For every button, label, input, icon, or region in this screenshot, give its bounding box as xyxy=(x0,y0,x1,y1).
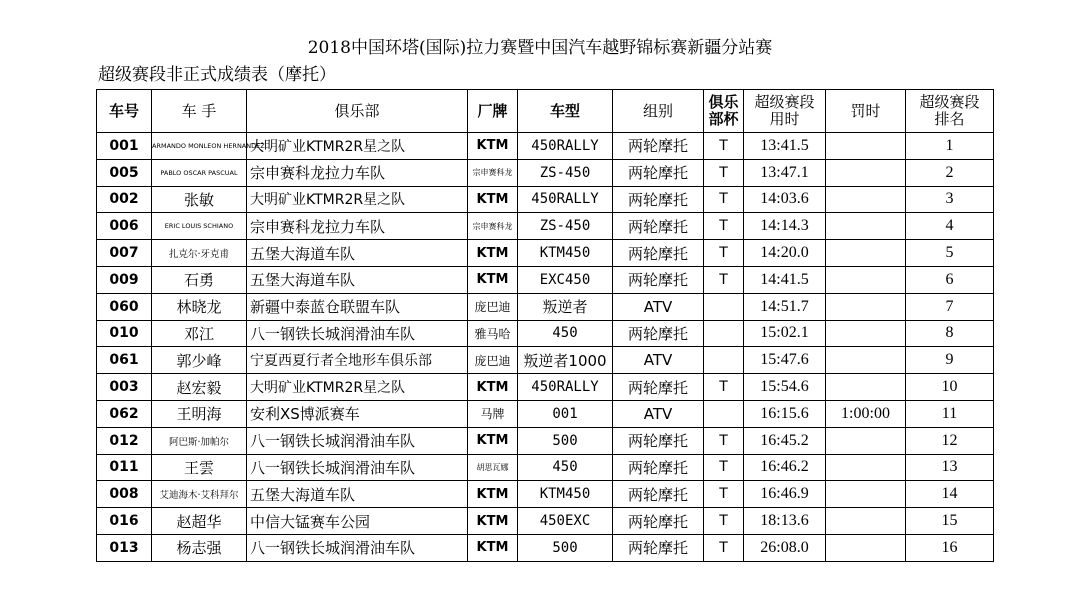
cell-cup: T xyxy=(704,186,744,213)
cell-model: 450 xyxy=(518,320,613,347)
cell-time: 15:02.1 xyxy=(744,320,826,347)
cell-rider: 艾迪海木·艾科拜尔 xyxy=(152,481,247,508)
cell-brand: KTM xyxy=(468,534,518,561)
cell-club: 八一钢铁长城润滑油车队 xyxy=(247,534,468,561)
table-row xyxy=(97,293,994,320)
cell-rider: 王明海 xyxy=(152,400,247,427)
cell-num: 062 xyxy=(97,400,152,427)
cell-rank: 15 xyxy=(906,508,994,535)
cell-cup xyxy=(704,400,744,427)
cell-cup: T xyxy=(704,213,744,240)
cell-model: 001 xyxy=(518,400,613,427)
cell-cup xyxy=(704,293,744,320)
cell-rider: 杨志强 xyxy=(152,534,247,561)
cell-cup: T xyxy=(704,159,744,186)
cell-club: 大明矿业KTMR2R星之队 xyxy=(247,374,468,401)
document-title: 2018中国环塔(国际)拉力赛暨中国汽车越野锦标赛新疆分站赛 xyxy=(307,38,773,58)
cell-model: ZS-450 xyxy=(518,159,613,186)
cell-penalty xyxy=(826,240,906,267)
cell-rider: ERIC LOUIS SCHIANO xyxy=(152,213,247,240)
cell-num: 007 xyxy=(97,240,152,267)
cell-rank: 1 xyxy=(906,133,994,160)
cell-group: 两轮摩托 xyxy=(613,454,704,481)
cell-brand: 雅马哈 xyxy=(468,320,518,347)
cell-club: 五堡大海道车队 xyxy=(247,240,468,267)
cell-rank: 6 xyxy=(906,266,994,293)
header-brand: 厂牌 xyxy=(468,90,518,133)
table-row xyxy=(97,159,994,186)
cell-num: 016 xyxy=(97,508,152,535)
cell-penalty xyxy=(826,481,906,508)
cell-rank: 5 xyxy=(906,240,994,267)
cell-brand: 宗申赛科龙 xyxy=(468,213,518,240)
cell-cup: T xyxy=(704,508,744,535)
cell-rider: 扎克尔·牙克甫 xyxy=(152,240,247,267)
cell-model: KTM450 xyxy=(518,481,613,508)
cell-cup: T xyxy=(704,240,744,267)
cell-cup: T xyxy=(704,266,744,293)
header-rider: 车 手 xyxy=(152,90,247,133)
cell-penalty xyxy=(826,320,906,347)
cell-num: 011 xyxy=(97,454,152,481)
cell-time: 14:03.6 xyxy=(744,186,826,213)
cell-num: 060 xyxy=(97,293,152,320)
header-club-cup xyxy=(704,90,744,133)
cell-club: 新疆中泰蓝仓联盟车队 xyxy=(247,293,468,320)
table-row xyxy=(97,240,994,267)
table-row xyxy=(97,266,994,293)
cell-rider: 张敏 xyxy=(152,186,247,213)
cell-brand: KTM xyxy=(468,186,518,213)
cell-num: 012 xyxy=(97,427,152,454)
cell-rider: 石勇 xyxy=(152,266,247,293)
cell-rank: 8 xyxy=(906,320,994,347)
table-row xyxy=(97,213,994,240)
cell-penalty xyxy=(826,427,906,454)
cell-rider: 林晓龙 xyxy=(152,293,247,320)
header-model: 车型 xyxy=(518,90,613,133)
cell-time: 14:51.7 xyxy=(744,293,826,320)
cell-club: 八一钢铁长城润滑油车队 xyxy=(247,320,468,347)
cell-cup: T xyxy=(704,427,744,454)
cell-rider: PABLO OSCAR PASCUAL xyxy=(152,159,247,186)
cell-rider: 阿巴斯·加帕尔 xyxy=(152,427,247,454)
document-subtitle: 超级赛段非正式成绩表（摩托） xyxy=(98,65,336,85)
cell-group: 两轮摩托 xyxy=(613,159,704,186)
cell-num: 005 xyxy=(97,159,152,186)
cell-time: 15:54.6 xyxy=(744,374,826,401)
cell-cup: T xyxy=(704,374,744,401)
cell-brand: KTM xyxy=(468,266,518,293)
cell-penalty xyxy=(826,266,906,293)
cell-group: ATV xyxy=(613,400,704,427)
cell-brand: KTM xyxy=(468,240,518,267)
cell-penalty xyxy=(826,347,906,374)
cell-time: 13:47.1 xyxy=(744,159,826,186)
cell-rank: 14 xyxy=(906,481,994,508)
cell-brand: 宗申赛科龙 xyxy=(468,159,518,186)
cell-club: 八一钢铁长城润滑油车队 xyxy=(247,454,468,481)
table-row xyxy=(97,534,994,561)
cell-model: 叛逆者 xyxy=(518,293,613,320)
cell-penalty xyxy=(826,133,906,160)
cell-club: 中信大锰赛车公园 xyxy=(247,508,468,535)
results-body xyxy=(97,133,994,562)
cell-rank: 12 xyxy=(906,427,994,454)
cell-num: 001 xyxy=(97,133,152,160)
header-club-cup-line1: 俱乐 xyxy=(708,93,739,111)
cell-club: 宁夏西夏行者全地形车俱乐部 xyxy=(247,347,468,374)
header-time-line2: 用时 xyxy=(769,110,800,128)
cell-club: 大明矿业KTMR2R星之队 xyxy=(247,186,468,213)
cell-model: 500 xyxy=(518,534,613,561)
cell-cup xyxy=(704,347,744,374)
header-row xyxy=(97,90,994,133)
cell-model: KTM450 xyxy=(518,240,613,267)
cell-cup: T xyxy=(704,454,744,481)
cell-rank: 7 xyxy=(906,293,994,320)
cell-club: 八一钢铁长城润滑油车队 xyxy=(247,427,468,454)
cell-model: ZS-450 xyxy=(518,213,613,240)
cell-model: 叛逆者1000 xyxy=(518,347,613,374)
cell-time: 13:41.5 xyxy=(744,133,826,160)
cell-model: 450RALLY xyxy=(518,186,613,213)
cell-rank: 11 xyxy=(906,400,994,427)
cell-cup xyxy=(704,320,744,347)
cell-brand: KTM xyxy=(468,427,518,454)
cell-club: 大明矿业KTMR2R星之队 xyxy=(247,133,468,160)
cell-penalty xyxy=(826,293,906,320)
cell-time: 14:41.5 xyxy=(744,266,826,293)
cell-penalty xyxy=(826,508,906,535)
cell-num: 006 xyxy=(97,213,152,240)
cell-rider: 邓江 xyxy=(152,320,247,347)
cell-group: 两轮摩托 xyxy=(613,240,704,267)
cell-rider: 赵超华 xyxy=(152,508,247,535)
header-group: 组别 xyxy=(613,90,704,133)
cell-cup: T xyxy=(704,133,744,160)
cell-model: 450 xyxy=(518,454,613,481)
cell-rank: 3 xyxy=(906,186,994,213)
table-row xyxy=(97,400,994,427)
cell-num: 061 xyxy=(97,347,152,374)
header-num: 车号 xyxy=(97,90,152,133)
cell-num: 003 xyxy=(97,374,152,401)
cell-club: 五堡大海道车队 xyxy=(247,481,468,508)
cell-penalty: 1:00:00 xyxy=(826,400,906,427)
cell-time: 26:08.0 xyxy=(744,534,826,561)
cell-group: 两轮摩托 xyxy=(613,508,704,535)
cell-brand: KTM xyxy=(468,133,518,160)
cell-club: 宗申赛科龙拉力车队 xyxy=(247,159,468,186)
cell-rider: ARMANDO MONLEON HERNANDEZ xyxy=(152,133,247,160)
cell-brand: KTM xyxy=(468,481,518,508)
cell-model: 450RALLY xyxy=(518,374,613,401)
cell-brand: 庞巴迪 xyxy=(468,293,518,320)
cell-time: 14:20.0 xyxy=(744,240,826,267)
cell-rank: 10 xyxy=(906,374,994,401)
table-row xyxy=(97,508,994,535)
cell-club: 宗申赛科龙拉力车队 xyxy=(247,213,468,240)
table-row xyxy=(97,186,994,213)
cell-group: 两轮摩托 xyxy=(613,213,704,240)
cell-rider: 王雲 xyxy=(152,454,247,481)
cell-time: 16:45.2 xyxy=(744,427,826,454)
table-row xyxy=(97,481,994,508)
cell-time: 14:14.3 xyxy=(744,213,826,240)
cell-penalty xyxy=(826,213,906,240)
results-table xyxy=(96,89,994,562)
cell-num: 009 xyxy=(97,266,152,293)
cell-model: 450EXC xyxy=(518,508,613,535)
cell-brand: 庞巴迪 xyxy=(468,347,518,374)
header-rank-line1: 超级赛段 xyxy=(919,93,980,111)
cell-cup: T xyxy=(704,534,744,561)
cell-penalty xyxy=(826,186,906,213)
header-time-line1: 超级赛段 xyxy=(754,93,815,111)
header-rank-line2: 排名 xyxy=(934,110,965,128)
cell-rank: 2 xyxy=(906,159,994,186)
header-time xyxy=(744,90,826,133)
cell-group: ATV xyxy=(613,293,704,320)
cell-group: 两轮摩托 xyxy=(613,481,704,508)
cell-club: 五堡大海道车队 xyxy=(247,266,468,293)
header-penalty: 罚时 xyxy=(826,90,906,133)
header-club-cup-line2: 部杯 xyxy=(708,110,739,128)
cell-num: 008 xyxy=(97,481,152,508)
cell-model: EXC450 xyxy=(518,266,613,293)
cell-penalty xyxy=(826,454,906,481)
cell-num: 013 xyxy=(97,534,152,561)
cell-brand: KTM xyxy=(468,374,518,401)
cell-penalty xyxy=(826,534,906,561)
cell-brand: 胡思瓦娜 xyxy=(468,454,518,481)
cell-cup: T xyxy=(704,481,744,508)
cell-rank: 16 xyxy=(906,534,994,561)
cell-model: 500 xyxy=(518,427,613,454)
cell-group: 两轮摩托 xyxy=(613,374,704,401)
cell-group: 两轮摩托 xyxy=(613,133,704,160)
cell-group: ATV xyxy=(613,347,704,374)
cell-club: 安利XS博派赛车 xyxy=(247,400,468,427)
cell-group: 两轮摩托 xyxy=(613,427,704,454)
table-row xyxy=(97,427,994,454)
cell-time: 15:47.6 xyxy=(744,347,826,374)
cell-rank: 9 xyxy=(906,347,994,374)
table-row xyxy=(97,454,994,481)
cell-brand: 马牌 xyxy=(468,400,518,427)
header-rank xyxy=(906,90,994,133)
cell-num: 002 xyxy=(97,186,152,213)
cell-rider: 郭少峰 xyxy=(152,347,247,374)
cell-group: 两轮摩托 xyxy=(613,320,704,347)
cell-rank: 13 xyxy=(906,454,994,481)
cell-rank: 4 xyxy=(906,213,994,240)
cell-group: 两轮摩托 xyxy=(613,534,704,561)
cell-time: 16:46.2 xyxy=(744,454,826,481)
cell-penalty xyxy=(826,374,906,401)
header-club: 俱乐部 xyxy=(247,90,468,133)
cell-time: 16:46.9 xyxy=(744,481,826,508)
cell-time: 18:13.6 xyxy=(744,508,826,535)
table-row xyxy=(97,374,994,401)
cell-brand: KTM xyxy=(468,508,518,535)
table-row xyxy=(97,133,994,160)
cell-model: 450RALLY xyxy=(518,133,613,160)
table-row xyxy=(97,320,994,347)
cell-num: 010 xyxy=(97,320,152,347)
table-row xyxy=(97,347,994,374)
cell-rider: 赵宏毅 xyxy=(152,374,247,401)
cell-penalty xyxy=(826,159,906,186)
cell-time: 16:15.6 xyxy=(744,400,826,427)
cell-group: 两轮摩托 xyxy=(613,186,704,213)
cell-group: 两轮摩托 xyxy=(613,266,704,293)
